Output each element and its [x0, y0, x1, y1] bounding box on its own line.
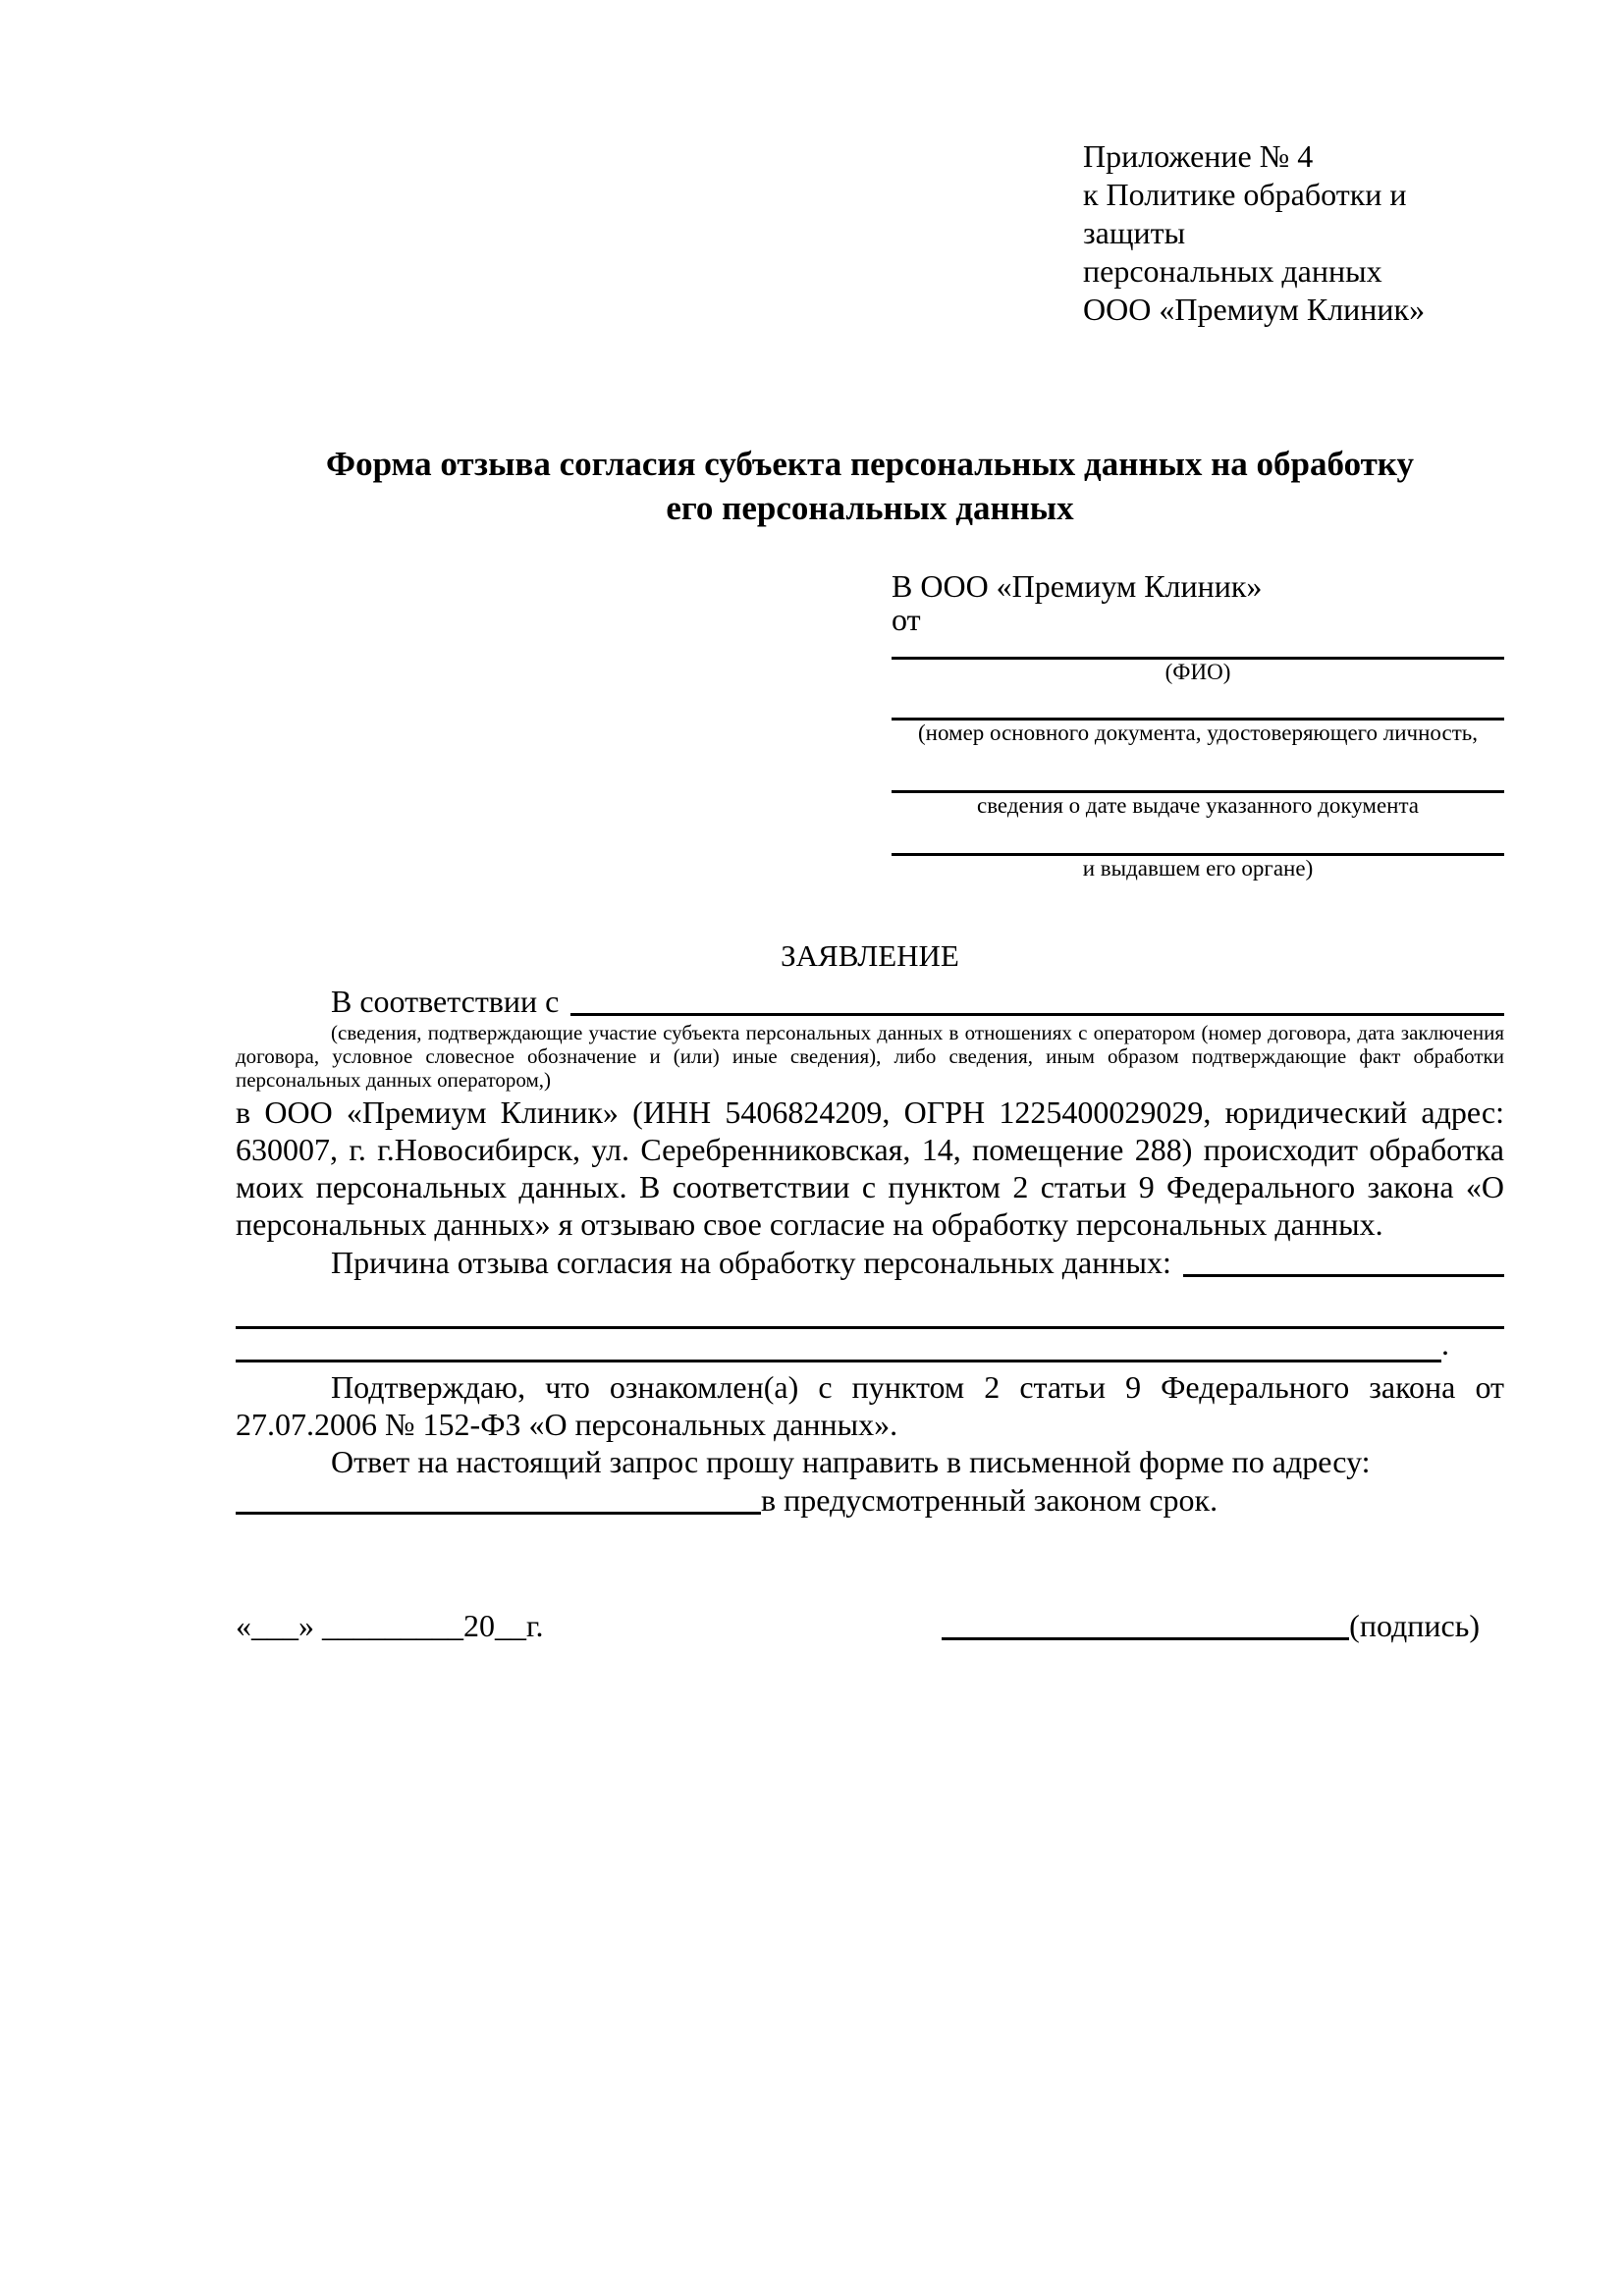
addressee: В ООО «Премиум Клиник»: [892, 568, 1263, 604]
date-blank[interactable]: «___» _________20__г.: [236, 1608, 544, 1643]
page-title-line: его персональных данных: [666, 489, 1074, 527]
appendix-header-line: ООО «Премиум Клиник»: [1083, 292, 1426, 327]
recipient-block: [892, 569, 1504, 881]
signature-blank-line[interactable]: [942, 1608, 1349, 1640]
reason-blank-line-3[interactable]: [236, 1326, 1441, 1362]
reason-blank-line-2[interactable]: [236, 1282, 1504, 1329]
document-number-field-line[interactable]: [892, 685, 1504, 721]
issue-date-field-line[interactable]: [892, 746, 1504, 793]
reason-blank-line[interactable]: [1183, 1245, 1504, 1277]
reply-address-blank-line[interactable]: [236, 1482, 761, 1515]
appendix-header-line: Приложение № 4: [1083, 138, 1314, 174]
page-title-line: Форма отзыва согласия субъекта персональных данных на обработку: [326, 445, 1414, 483]
reason-row: [236, 1243, 1504, 1282]
reply-request-paragraph: Ответ на настоящий запрос прошу направить в письменной форме по адресу:: [331, 1444, 1371, 1479]
statement-heading: ЗАЯВЛЕНИЕ: [781, 938, 959, 973]
page-title: [236, 442, 1504, 530]
reason-terminator: .: [1441, 1326, 1449, 1362]
accordance-row: [236, 982, 1504, 1021]
fio-field-line[interactable]: [892, 636, 1504, 660]
appendix-header-line: персональных данных: [1083, 253, 1382, 289]
reply-address-row: [236, 1480, 1504, 1520]
signature-label: (подпись): [1349, 1608, 1480, 1643]
from-label: от: [892, 602, 921, 637]
appendix-header: [1083, 137, 1504, 329]
issue-date-field-label: сведения о дате выдаче указанного документа: [976, 793, 1420, 818]
appendix-header-line: к Политике обработки и защиты: [1083, 177, 1407, 250]
small-print-note: (сведения, подтверждающие участие субъекта персональных данных в отношениях с оператором (номер договора, дата заключения договора, условное словесное обозначение и (или) иные сведения), либо сведения, иным образом подтверждающие факт обработки персональных данных оператором,): [236, 1021, 1504, 1092]
reason-blank-row-3: [236, 1326, 1504, 1362]
reply-tail: в предусмотренный законом срок.: [761, 1482, 1218, 1518]
date-signature-row: [236, 1606, 1504, 1645]
fio-field-label: (ФИО): [1164, 660, 1231, 684]
confirmation-paragraph: Подтверждаю, что ознакомлен(а) с пунктом 2 статьи 9 Федерального закона от 27.07.2006 № 152-ФЗ «О персональных данных».: [236, 1369, 1504, 1442]
reason-lead: Причина отзыва согласия на обработку персональных данных:: [331, 1245, 1171, 1280]
issuing-authority-field-label: и выдавшем его органе): [1082, 856, 1314, 881]
issuing-authority-field-line[interactable]: [892, 819, 1504, 856]
statement-body: в ООО «Премиум Клиник» (ИНН 5406824209, ОГРН 1225400029029, юридический адрес: 630007, г. г.Новосибирск, ул. Серебренниковская, 14, помещение 288) происходит обработка моих персональных данных. В соответствии с пунктом 2 статьи 9 Федерального закона «О персональных данных» я отзываю свое согласие на обработку персональных данных.: [236, 1095, 1504, 1242]
accordance-lead: В соответствии с: [331, 984, 560, 1019]
accordance-blank-line[interactable]: [570, 984, 1504, 1016]
document-number-field-label: (номер основного документа, удостоверяющего личность,: [917, 721, 1478, 745]
signature-group: [942, 1606, 1480, 1645]
